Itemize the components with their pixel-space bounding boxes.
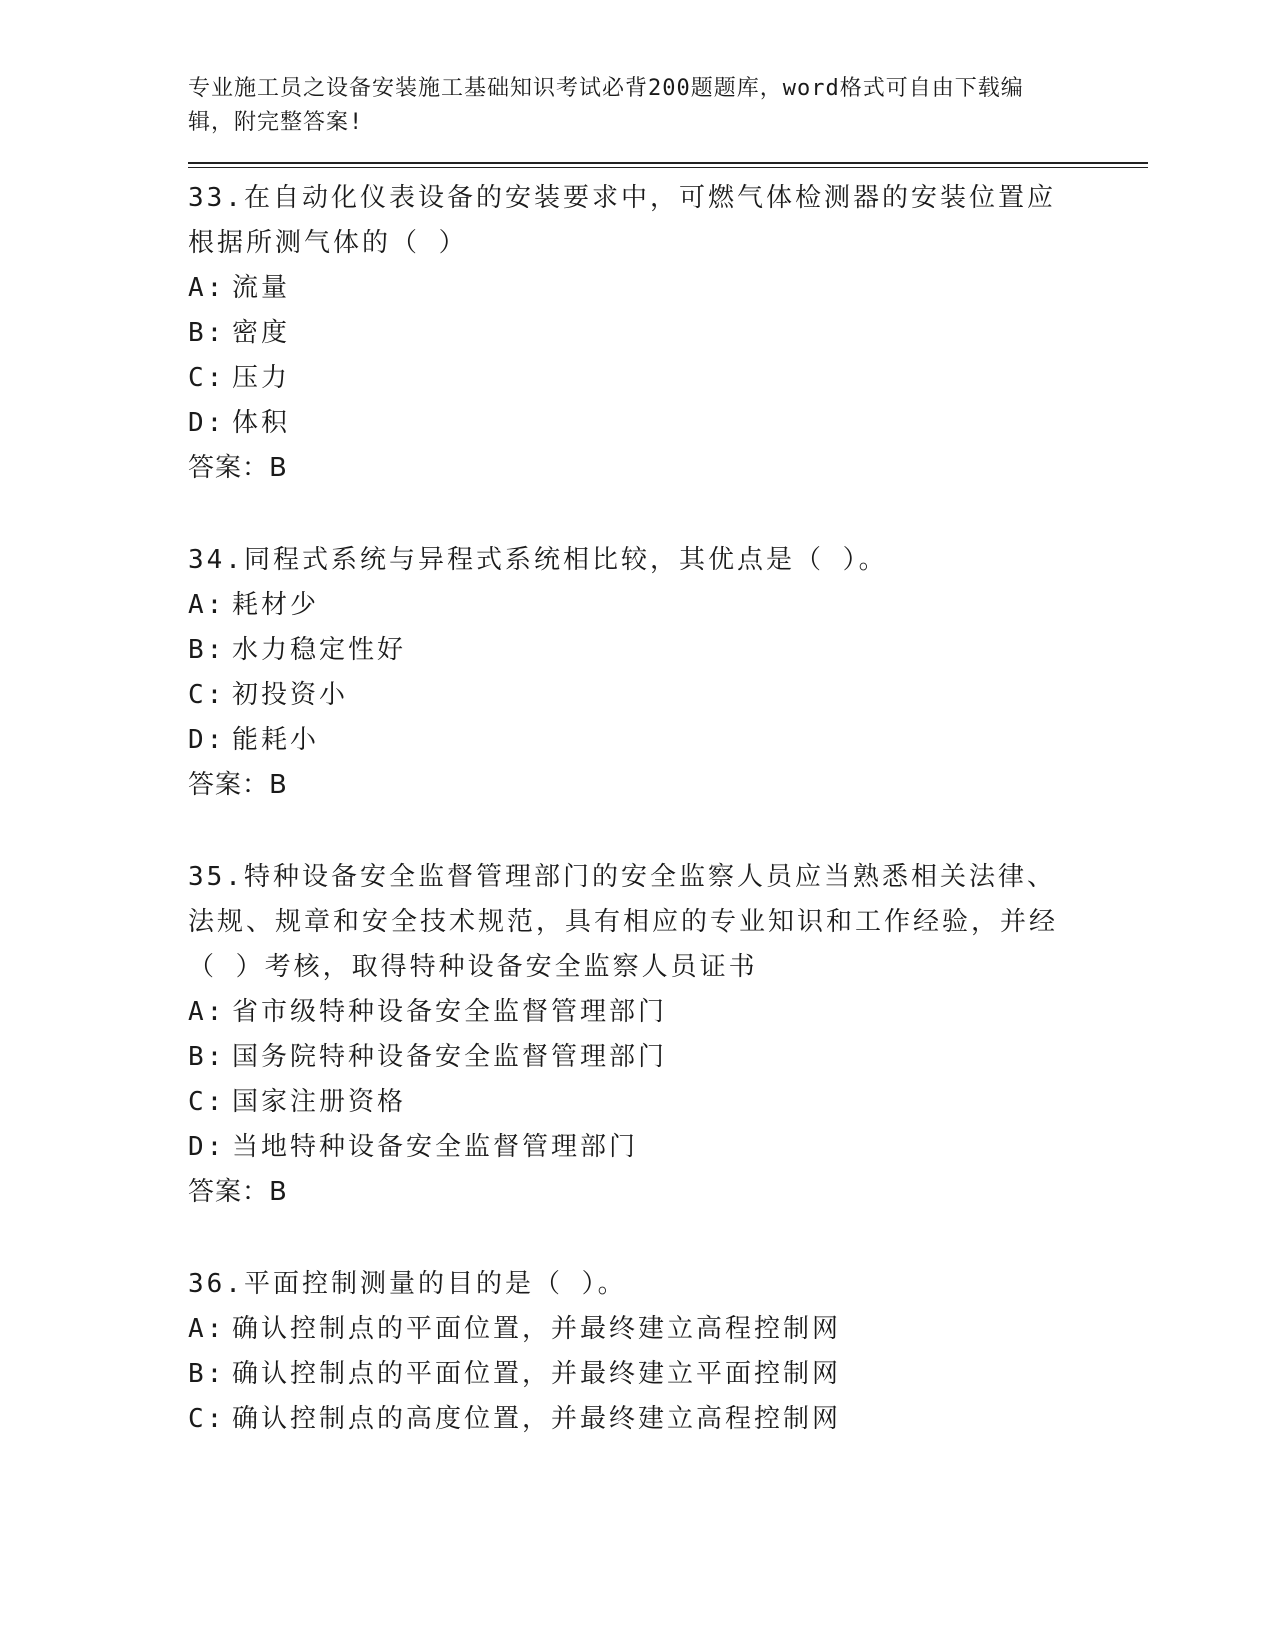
- option-letter: C:: [188, 680, 226, 710]
- option-text: 国家注册资格: [232, 1087, 407, 1117]
- option-letter: B:: [188, 635, 226, 665]
- option-d: [188, 718, 1148, 763]
- option-text: 确认控制点的高度位置，并最终建立高程控制网: [232, 1404, 842, 1434]
- option-letter: A:: [188, 273, 226, 303]
- document-page: [188, 72, 1148, 1489]
- option-a: [188, 990, 1148, 1035]
- option-c: [188, 1080, 1148, 1125]
- option-a: [188, 266, 1148, 311]
- option-c: [188, 356, 1148, 401]
- question-stem: 35.特种设备安全监督管理部门的安全监察人员应当熟悉相关法律、法规、规章和安全技术规范，具有相应的专业知识和工作经验，并经（ ）考核，取得特种设备安全监察人员证书: [188, 862, 1059, 982]
- option-letter: C:: [188, 363, 226, 393]
- option-text: 初投资小: [232, 680, 349, 710]
- header-divider: [188, 162, 1148, 168]
- divider-line-thick: [188, 162, 1148, 164]
- option-letter: B:: [188, 318, 226, 348]
- option-letter: B:: [188, 1042, 226, 1072]
- question-34: [188, 538, 1148, 808]
- question-stem: 33.在自动化仪表设备的安装要求中，可燃气体检测器的安装位置应根据所测气体的（ ）: [188, 183, 1056, 258]
- option-letter: D:: [188, 1132, 226, 1162]
- option-c: [188, 1397, 1148, 1442]
- question-list: [188, 176, 1148, 1442]
- answer-label: 答案：B: [188, 770, 288, 800]
- question-36: [188, 1262, 1148, 1442]
- option-a: [188, 583, 1148, 628]
- option-text: 确认控制点的平面位置，并最终建立高程控制网: [232, 1314, 842, 1344]
- option-a: [188, 1307, 1148, 1352]
- option-text: 水力稳定性好: [232, 635, 407, 665]
- option-text: 密度: [232, 318, 291, 348]
- option-text: 体积: [232, 408, 291, 438]
- option-d: [188, 401, 1148, 446]
- option-b: [188, 1035, 1148, 1080]
- option-letter: D:: [188, 408, 226, 438]
- option-letter: A:: [188, 590, 226, 620]
- option-c: [188, 673, 1148, 718]
- option-text: 压力: [232, 363, 291, 393]
- question-stem: 34.同程式系统与异程式系统相比较，其优点是（ ）。: [188, 545, 888, 575]
- answer-label: 答案：B: [188, 1177, 288, 1207]
- option-text: 流量: [232, 273, 291, 303]
- option-letter: C:: [188, 1404, 226, 1434]
- option-b: [188, 311, 1148, 356]
- option-text: 省市级特种设备安全监督管理部门: [232, 997, 668, 1027]
- question-35: [188, 855, 1148, 1215]
- option-letter: D:: [188, 725, 226, 755]
- answer-label: 答案：B: [188, 453, 288, 483]
- option-text: 确认控制点的平面位置，并最终建立平面控制网: [232, 1359, 842, 1389]
- option-text: 国务院特种设备安全监督管理部门: [232, 1042, 668, 1072]
- divider-line-thin: [188, 167, 1148, 168]
- option-letter: A:: [188, 1314, 226, 1344]
- option-d: [188, 1125, 1148, 1170]
- option-b: [188, 628, 1148, 673]
- question-33: [188, 176, 1148, 491]
- option-text: 耗材少: [232, 590, 320, 620]
- question-stem: 36.平面控制测量的目的是（ ）。: [188, 1269, 627, 1299]
- option-b: [188, 1352, 1148, 1397]
- option-text: 能耗小: [232, 725, 320, 755]
- option-letter: A:: [188, 997, 226, 1027]
- option-text: 当地特种设备安全监督管理部门: [232, 1132, 639, 1162]
- option-letter: B:: [188, 1359, 226, 1389]
- option-letter: C:: [188, 1087, 226, 1117]
- document-header: 专业施工员之设备安装施工基础知识考试必背200题题库，word格式可自由下载编辑，附完整答案!: [188, 76, 1024, 135]
